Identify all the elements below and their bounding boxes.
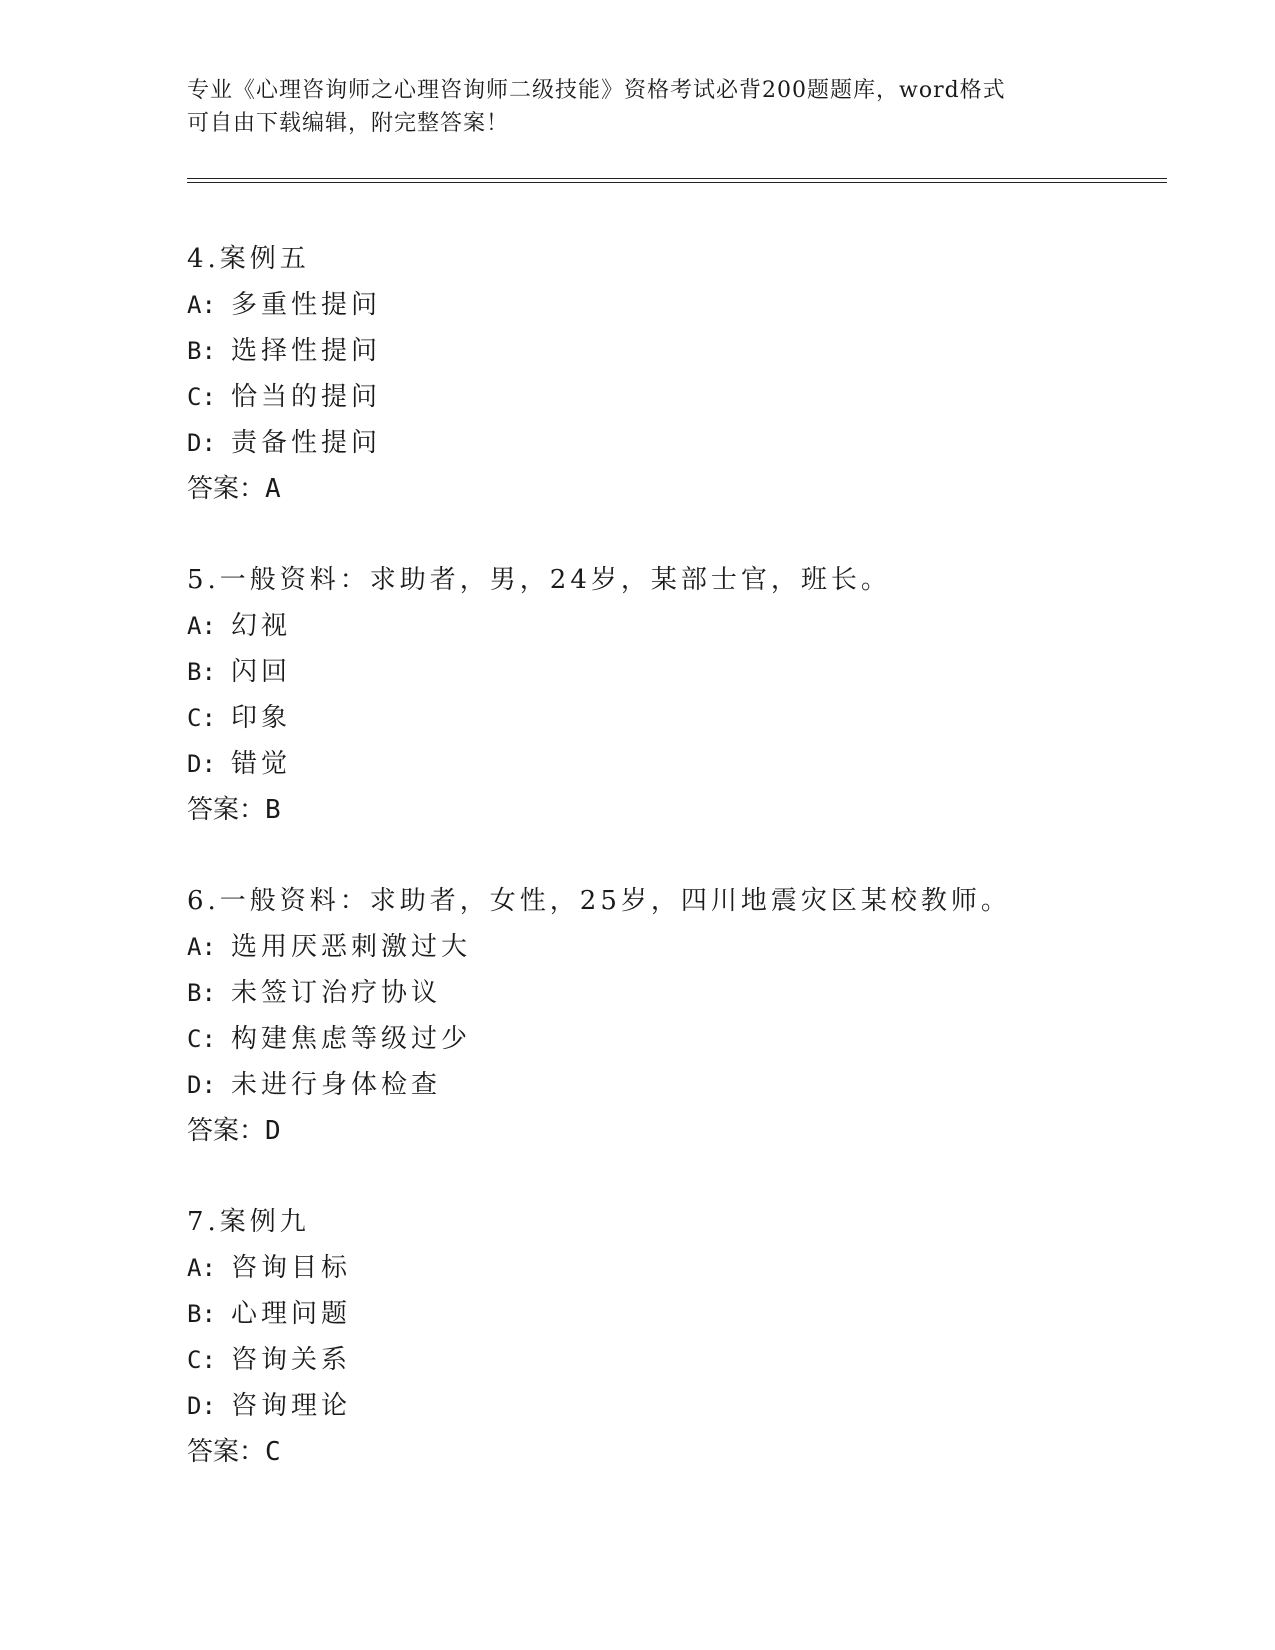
- answer-line: [187, 1429, 1167, 1475]
- option-letter: C:: [187, 383, 216, 411]
- option-b: [187, 649, 1167, 695]
- option-text: 多重性提问: [231, 290, 382, 320]
- header-double-rule: [187, 178, 1167, 183]
- option-d: [187, 420, 1167, 466]
- option-a: [187, 282, 1167, 328]
- option-letter: A:: [187, 1254, 216, 1282]
- option-text: 选择性提问: [231, 336, 382, 366]
- question-5: [187, 557, 1167, 833]
- option-b: [187, 1291, 1167, 1337]
- option-a: [187, 924, 1167, 970]
- option-letter: B:: [187, 979, 216, 1007]
- header-line-2: 可自由下载编辑，附完整答案！: [187, 111, 510, 136]
- answer-value: B: [265, 795, 281, 825]
- option-c: [187, 1337, 1167, 1383]
- option-text: 未进行身体检查: [231, 1070, 442, 1100]
- option-text: 错觉: [231, 749, 292, 779]
- question-stem: 4.案例五: [187, 244, 310, 274]
- header-line-1: 专业《心理咨询师之心理咨询师二级技能》资格考试必背200题题库，word格式: [187, 78, 1006, 103]
- answer-value: C: [265, 1437, 281, 1467]
- question-stem: 5.一般资料：求助者，男，24岁，某部士官，班长。: [187, 565, 891, 595]
- question-4: [187, 236, 1167, 512]
- document-page: [187, 0, 1167, 1650]
- option-c: [187, 695, 1167, 741]
- answer-label: 答案：: [187, 795, 266, 825]
- option-text: 幻视: [231, 611, 292, 641]
- answer-label: 答案：: [187, 1437, 266, 1467]
- question-stem: 7.案例九: [187, 1207, 310, 1237]
- answer-line: [187, 466, 1167, 512]
- option-text: 咨询关系: [231, 1345, 352, 1375]
- option-letter: D:: [187, 1392, 216, 1420]
- question-stem: 6.一般资料：求助者，女性，25岁，四川地震灾区某校教师。: [187, 886, 1011, 916]
- option-letter: B:: [187, 1300, 216, 1328]
- document-header: [187, 74, 1067, 140]
- answer-label: 答案：: [187, 474, 266, 504]
- option-text: 未签订治疗协议: [231, 978, 442, 1008]
- answer-value: A: [265, 474, 281, 504]
- option-text: 闪回: [231, 657, 292, 687]
- option-letter: D:: [187, 1071, 216, 1099]
- option-b: [187, 970, 1167, 1016]
- option-d: [187, 1383, 1167, 1429]
- option-text: 恰当的提问: [231, 382, 382, 412]
- option-c: [187, 374, 1167, 420]
- option-text: 选用厌恶刺激过大: [231, 932, 472, 962]
- option-text: 心理问题: [231, 1299, 352, 1329]
- answer-line: [187, 787, 1167, 833]
- option-text: 印象: [231, 703, 292, 733]
- option-letter: A:: [187, 612, 216, 640]
- option-c: [187, 1016, 1167, 1062]
- option-a: [187, 603, 1167, 649]
- option-text: 咨询目标: [231, 1253, 352, 1283]
- option-b: [187, 328, 1167, 374]
- option-text: 构建焦虑等级过少: [231, 1024, 472, 1054]
- option-letter: D:: [187, 429, 216, 457]
- option-a: [187, 1245, 1167, 1291]
- answer-label: 答案：: [187, 1116, 266, 1146]
- option-letter: A:: [187, 933, 216, 961]
- option-letter: C:: [187, 704, 216, 732]
- option-letter: B:: [187, 337, 216, 365]
- option-letter: C:: [187, 1346, 216, 1374]
- answer-line: [187, 1108, 1167, 1154]
- option-letter: B:: [187, 658, 216, 686]
- option-d: [187, 1062, 1167, 1108]
- option-letter: C:: [187, 1025, 216, 1053]
- option-letter: D:: [187, 750, 216, 778]
- option-letter: A:: [187, 291, 216, 319]
- option-text: 责备性提问: [231, 428, 382, 458]
- question-7: [187, 1199, 1167, 1475]
- question-6: [187, 878, 1167, 1154]
- option-text: 咨询理论: [231, 1391, 352, 1421]
- answer-value: D: [265, 1116, 281, 1146]
- option-d: [187, 741, 1167, 787]
